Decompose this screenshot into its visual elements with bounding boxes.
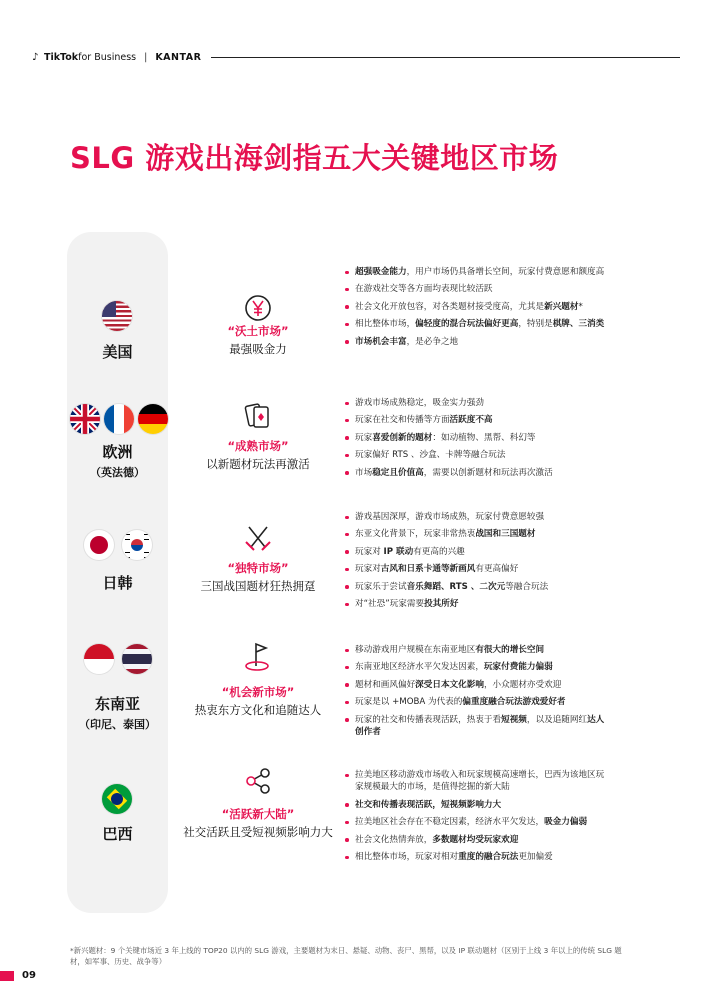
bullet: 拉美地区移动游戏市场收入和玩家规模高速增长，巴西为该地区玩家规模最大的市场，是值得挖掘的新大陆 (345, 769, 610, 794)
crossed-swords-icon (242, 522, 274, 554)
region-bullets (345, 511, 610, 615)
brand-separator: | (144, 51, 148, 63)
region-name: 巴西 (102, 825, 133, 843)
region-sub: （印尼、泰国） (79, 718, 156, 731)
region-name: 欧洲 (102, 443, 133, 461)
bullet: 玩家乐于尝试音乐舞蹈、RTS 、二次元等融合玩法 (345, 581, 610, 593)
tiktok-note-icon: ♪ (32, 51, 39, 63)
page-number (0, 970, 36, 981)
region-desc: 以新题材玩法再激活 (206, 457, 310, 471)
region-tag: “机会新市场” (221, 685, 295, 699)
bullet: 玩家喜爱创新的题材：如动植物、黑帮、科幻等 (345, 432, 610, 444)
bullet: 玩家偏好 RTS 、沙盒、卡牌等融合玩法 (345, 449, 610, 461)
header-bar (32, 50, 680, 64)
bullet: 东南亚地区经济水平欠发达因素，玩家付费能力偏弱 (345, 661, 610, 673)
region-desc: 最强吸金力 (229, 342, 287, 356)
footnote: *新兴题材：9 个关键市场近 3 年上线的 TOP20 以内的 SLG 游戏，主要题材为末日、悬疑、动物、丧尸、黑帮，以及 IP 联动题材（区别于上线 3 年以上的传统 SLG 题材，如军事、历史、战争等） (70, 946, 622, 966)
region-bullets (345, 644, 610, 743)
region-desc: 三国战国题材狂热拥趸 (200, 579, 316, 593)
brazil-flag (102, 784, 132, 814)
bullet: 玩家是以 +MOBA 为代表的偏重度融合玩法游戏爱好者 (345, 696, 610, 708)
bullet: 相比整体市场，玩家对相对重度的融合玩法更加偏爱 (345, 851, 610, 863)
bullet: 社会文化开放包容，对各类题材接受度高，尤其是新兴题材* (345, 301, 610, 313)
flag-pin-icon (242, 640, 274, 672)
france-flag (104, 404, 134, 434)
bullet: 对“社恐”玩家需要投其所好 (345, 598, 610, 610)
korea-flag (122, 530, 152, 560)
region-tag: “独特市场” (227, 561, 289, 575)
germany-flag (138, 404, 168, 434)
header-rule (211, 57, 680, 58)
page-title: SLG 游戏出海剑指五大关键地区市场 (70, 141, 559, 175)
yen-coin-icon (242, 292, 274, 324)
bullet: 游戏市场成熟稳定，吸金实力强劲 (345, 397, 610, 409)
bullet: 东亚文化背景下，玩家非常热衷战国和三国题材 (345, 528, 610, 540)
region-name: 美国 (102, 343, 133, 361)
bullet: 在游戏社交等各方面均表现比较活跃 (345, 283, 610, 295)
region-bullets (345, 769, 610, 868)
bullet: 玩家对 IP 联动有更高的兴趣 (345, 546, 610, 558)
brand-logo (32, 52, 201, 63)
share-network-icon (242, 765, 274, 797)
playing-cards-icon (242, 400, 274, 432)
region-tag: “成熟市场” (227, 439, 289, 453)
brand-tiktok: TikTok (44, 51, 79, 63)
region-tag: “沃土市场” (227, 324, 289, 338)
bullet: 玩家的社交和传播表现活跃，热衷于看短视频，以及追随网红达人创作者 (345, 714, 610, 739)
region-name: 日韩 (102, 574, 133, 592)
uk-flag (70, 404, 100, 434)
bullet: 拉美地区社会存在不稳定因素，经济水平欠发达，吸金力偏弱 (345, 816, 610, 828)
region-bullets (345, 397, 610, 484)
thailand-flag (122, 644, 152, 674)
region-bullets (345, 266, 610, 353)
bullet: 游戏基因深厚，游戏市场成熟，玩家付费意愿较强 (345, 511, 610, 523)
bullet: 移动游戏用户规模在东南亚地区有很大的增长空间 (345, 644, 610, 656)
region-desc: 社交活跃且受短视频影响力大 (183, 825, 333, 839)
japan-flag (84, 530, 114, 560)
region-tag: “活跃新大陆” (221, 807, 295, 821)
region-sub: （英法德） (90, 466, 145, 479)
indonesia-flag (84, 644, 114, 674)
bullet: 市场稳定且价值高，需要以创新题材和玩法再次激活 (345, 467, 610, 479)
us-flag (102, 301, 132, 331)
page-number-marker (0, 971, 14, 981)
bullet: 市场机会丰富，是必争之地 (345, 336, 610, 348)
region-name: 东南亚 (94, 695, 140, 713)
bullet: 社会文化热情奔放，多数题材均受玩家欢迎 (345, 834, 610, 846)
bullet: 玩家对古风和日系卡通等新画风有更高偏好 (345, 563, 610, 575)
page-number-text: 09 (22, 970, 36, 981)
bullet: 题材和画风偏好深受日本文化影响，小众题材亦受欢迎 (345, 679, 610, 691)
brand-business: for Business (78, 51, 137, 63)
bullet: 社交和传播表现活跃，短视频影响力大 (345, 799, 610, 811)
brand-kantar: KANTAR (155, 51, 202, 63)
bullet: 相比整体市场，偏轻度的混合玩法偏好更高，特别是棋牌、三消类 (345, 318, 610, 330)
bullet: 超强吸金能力，用户市场仍具备增长空间，玩家付费意愿和额度高 (345, 266, 610, 278)
region-desc: 热衷东方文化和追随达人 (194, 703, 322, 717)
bullet: 玩家在社交和传播等方面活跃度不高 (345, 414, 610, 426)
